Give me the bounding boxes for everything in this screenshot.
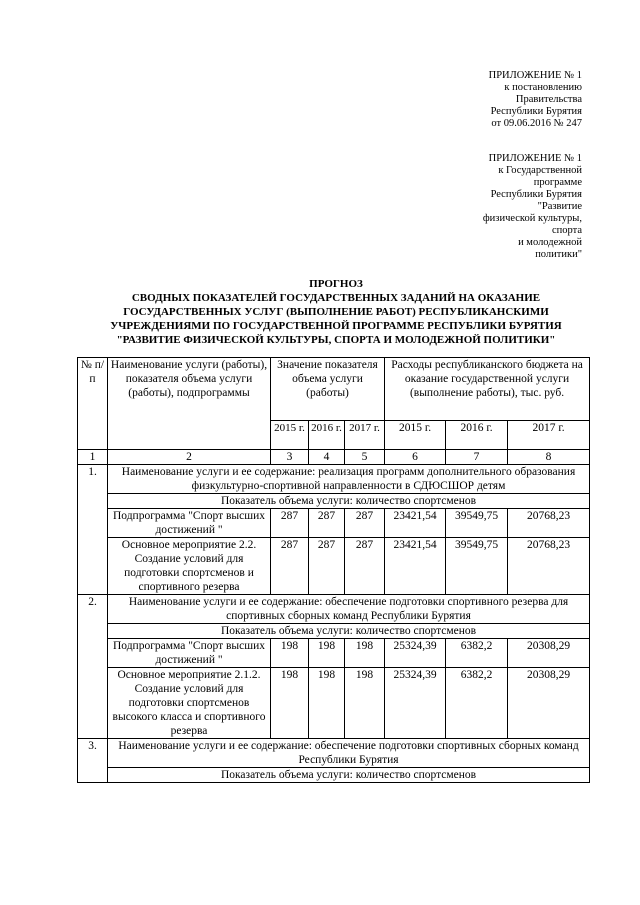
volume-value: 198 [345,639,385,668]
forecast-table [77,357,590,783]
volume-value: 287 [309,538,345,595]
volume-value: 287 [345,509,385,538]
section-number: 3. [78,739,108,783]
appendix-line: к Государственной [498,165,582,176]
title-line: УЧРЕЖДЕНИЯМИ ПО ГОСУДАРСТВЕННОЙ ПРОГРАММЕ РЕСПУБЛИКИ БУРЯТИЯ [110,320,562,332]
header-year: 2016 г. [446,421,508,450]
appendix-block-1 [489,70,582,130]
header-year: 2016 г. [309,421,345,450]
appendix-line: к постановлению [504,82,582,93]
appendix-line: "Развитие [537,201,582,212]
title-line: ГОСУДАРСТВЕННЫХ УСЛУГ (ВЫПОЛНЕНИЕ РАБОТ) РЕСПУБЛИКАНСКИМИ [123,306,549,318]
volume-value: 287 [271,509,309,538]
service-description: Наименование услуги и ее содержание: обеспечение подготовки спортивного резерва для спортивных сборных команд Республики Бурятия [108,595,590,624]
header-year: 2015 г. [385,421,446,450]
volume-value: 198 [271,639,309,668]
column-number: 1 [78,450,108,465]
appendix-line: спорта [551,225,582,236]
appendix-line: программе [533,177,582,188]
volume-value: 198 [309,639,345,668]
appendix-line: от 09.06.2016 № 247 [491,118,582,129]
indicator-row [78,494,590,509]
service-description: Наименование услуги и ее содержание: обеспечение подготовки спортивных сборных команд Республики Бурятия [108,739,590,768]
indicator-row [78,768,590,783]
column-number: 5 [345,450,385,465]
header-year: 2017 г. [345,421,385,450]
document-title [60,277,612,347]
column-number: 7 [446,450,508,465]
appendix-line: ПРИЛОЖЕНИЕ № 1 [488,70,582,81]
column-number: 2 [108,450,271,465]
section-number: 1. [78,465,108,595]
header-row [78,358,590,421]
column-number-row [78,450,590,465]
expense-value: 20768,23 [508,509,590,538]
appendix-line: и молодежной [518,237,582,248]
volume-value: 287 [345,538,385,595]
expense-value: 25324,39 [385,668,446,739]
section-row [78,595,590,624]
volume-value: 287 [309,509,345,538]
indicator-description: Показатель объема услуги: количество спортсменов [108,768,590,783]
column-number: 3 [271,450,309,465]
column-number: 4 [309,450,345,465]
row-name: Подпрограмма "Спорт высших достижений " [108,509,271,538]
volume-value: 287 [271,538,309,595]
section-number: 2. [78,595,108,739]
row-name: Основное мероприятие 2.1.2. Создание условий для подготовки спортсменов высокого класса и спортивного резерва [108,668,271,739]
expense-value: 20768,23 [508,538,590,595]
header-year: 2017 г. [508,421,590,450]
expense-value: 39549,75 [446,509,508,538]
header-volume: Значение показателя объема услуги (работы) [271,358,385,421]
column-number: 6 [385,450,446,465]
title-line: ПРОГНОЗ [309,278,363,290]
indicator-row [78,624,590,639]
title-line: СВОДНЫХ ПОКАЗАТЕЛЕЙ ГОСУДАРСТВЕННЫХ ЗАДАНИЙ НА ОКАЗАНИЕ [131,292,541,304]
volume-value: 198 [309,668,345,739]
expense-value: 25324,39 [385,639,446,668]
table-row [78,538,590,595]
header-name: Наименование услуги (работы), показателя объема услуги (работы), подпрограммы [108,358,271,450]
service-description: Наименование услуги и ее содержание: реализация программ дополнительного образования физкультурно-спортивной направленности в СДЮСШОР детям [108,465,590,494]
volume-value: 198 [271,668,309,739]
appendix-line: Правительства [515,94,582,105]
appendix-line: ПРИЛОЖЕНИЕ № 1 [488,153,582,164]
header-num: № п/п [78,358,108,450]
header-year: 2015 г. [271,421,309,450]
appendix-block-2 [483,153,582,261]
header-expenses: Расходы республиканского бюджета на оказание государственной услуги (выполнение работы), тыс. руб. [385,358,590,421]
column-number: 8 [508,450,590,465]
table-row [78,668,590,739]
title-line: "РАЗВИТИЕ ФИЗИЧЕСКОЙ КУЛЬТУРЫ, СПОРТА И МОЛОДЕЖНОЙ ПОЛИТИКИ" [116,334,556,346]
row-name: Подпрограмма "Спорт высших достижений " [108,639,271,668]
table-row [78,509,590,538]
expense-value: 20308,29 [508,639,590,668]
appendix-line: физической культуры, [482,213,582,224]
appendix-line: политики" [535,249,582,260]
expense-value: 20308,29 [508,668,590,739]
table-row [78,639,590,668]
appendix-line: Республики Бурятия [490,189,582,200]
section-row [78,739,590,768]
expense-value: 23421,54 [385,509,446,538]
volume-value: 198 [345,668,385,739]
indicator-description: Показатель объема услуги: количество спортсменов [108,494,590,509]
appendix-line: Республики Бурятия [490,106,582,117]
section-row [78,465,590,494]
expense-value: 6382,2 [446,639,508,668]
expense-value: 39549,75 [446,538,508,595]
indicator-description: Показатель объема услуги: количество спортсменов [108,624,590,639]
row-name: Основное мероприятие 2.2. Создание условий для подготовки спортсменов и спортивного резерва [108,538,271,595]
expense-value: 6382,2 [446,668,508,739]
expense-value: 23421,54 [385,538,446,595]
